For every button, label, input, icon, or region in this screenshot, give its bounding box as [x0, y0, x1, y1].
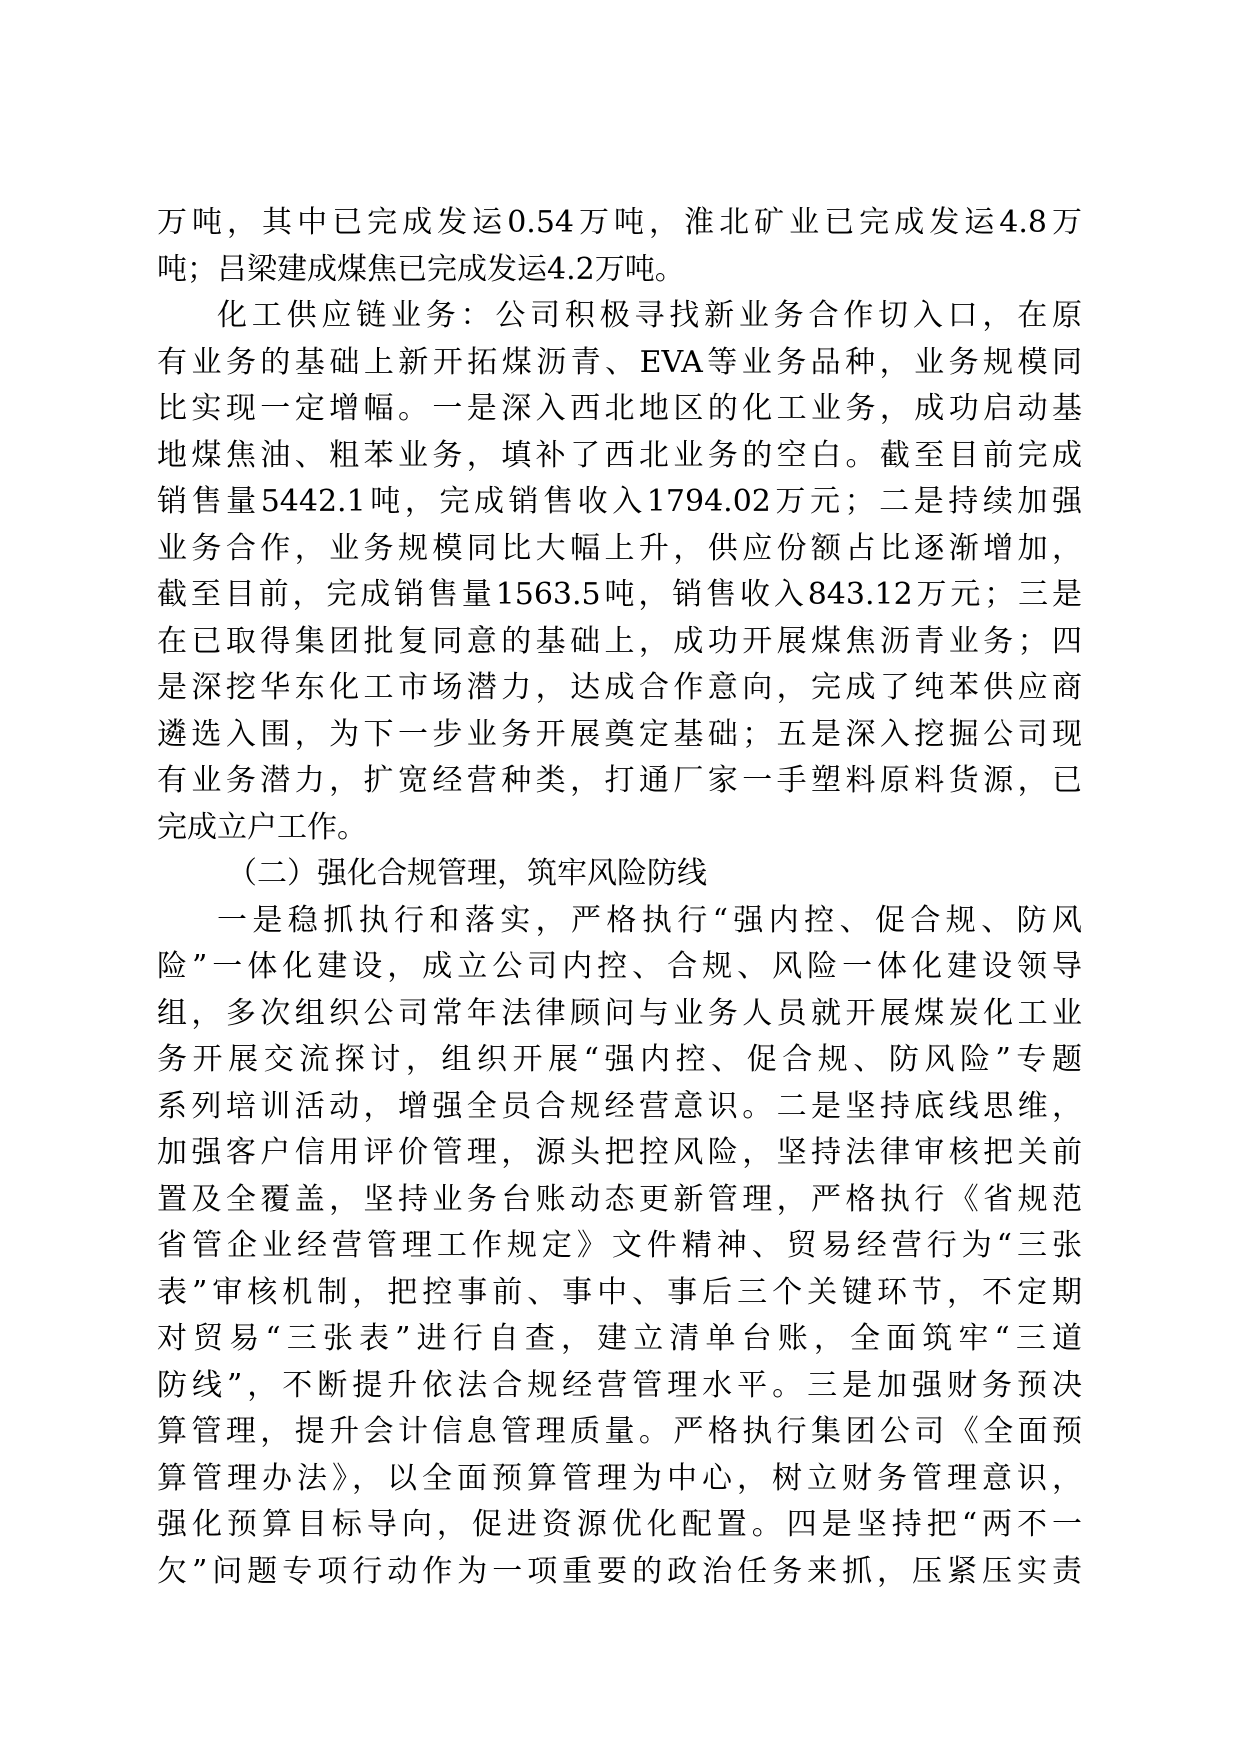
text-line: 险”一体化建设，成立公司内控、合规、风险一体化建设领导 — [157, 949, 1082, 984]
document-body — [157, 200, 1082, 1595]
section-heading: （二）强化合规管理，筑牢风险防线 — [227, 856, 707, 891]
text-line: 有业务潜力，扩宽经营种类，打通厂家一手塑料原料货源，已 — [157, 763, 1082, 798]
text-line: 销售量5442.1吨，完成销售收入1794.02万元；二是持续加强 — [157, 484, 1082, 519]
text-line: 地煤焦油、粗苯业务，填补了西北业务的空白。截至目前完成 — [157, 437, 1082, 473]
text-line: 强化预算目标导向，促进资源优化配置。四是坚持把“两不一 — [157, 1507, 1082, 1542]
text-line: 组，多次组织公司常年法律顾问与业务人员就开展煤炭化工业 — [157, 995, 1082, 1031]
text-line: 完成立户工作。 — [157, 809, 367, 845]
text-line: 表”审核机制，把控事前、事中、事后三个关键环节，不定期 — [157, 1274, 1082, 1310]
text-line: 省管企业经营管理工作规定》文件精神、贸易经营行为“三张 — [157, 1228, 1082, 1263]
text-line: 算管理，提升会计信息管理质量。严格执行集团公司《全面预 — [157, 1414, 1082, 1449]
text-line: 算管理办法》，以全面预算管理为中心，树立财务管理意识， — [157, 1460, 1082, 1496]
text-line: 欠”问题专项行动作为一项重要的政治任务来抓，压紧压实责 — [157, 1553, 1082, 1589]
paragraph-start-line: 一是稳抓执行和落实，严格执行“强内控、促合规、防风 — [217, 902, 1082, 938]
text-line: 有业务的基础上新开拓煤沥青、EVA等业务品种，业务规模同 — [157, 344, 1082, 380]
text-line: 是深挖华东化工市场潜力，达成合作意向，完成了纯苯供应商 — [157, 670, 1082, 705]
text-line: 截至目前，完成销售量1563.5吨，销售收入843.12万元；三是 — [157, 577, 1082, 612]
text-line: 对贸易“三张表”进行自查，建立清单台账，全面筑牢“三道 — [157, 1321, 1082, 1356]
text-line: 遴选入围，为下一步业务开展奠定基础；五是深入挖掘公司现 — [157, 716, 1082, 752]
text-line: 加强客户信用评价管理，源头把控风险，坚持法律审核把关前 — [157, 1135, 1082, 1170]
text-line: 业务合作，业务规模同比大幅上升，供应份额占比逐渐增加， — [157, 530, 1082, 566]
text-line: 系列培训活动，增强全员合规经营意识。二是坚持底线思维， — [157, 1088, 1082, 1124]
paragraph-start-line: 化工供应链业务：公司积极寻找新业务合作切入口，在原 — [217, 298, 1082, 333]
text-line: 比实现一定增幅。一是深入西北地区的化工业务，成功启动基 — [157, 391, 1082, 426]
text-line: 吨；吕梁建成煤焦已完成发运4.2万吨。 — [157, 251, 685, 287]
text-line: 在已取得集团批复同意的基础上，成功开展煤焦沥青业务；四 — [157, 623, 1082, 659]
text-line: 万吨，其中已完成发运0.54万吨，淮北矿业已完成发运4.8万 — [157, 205, 1082, 240]
text-line: 防线”，不断提升依法合规经营管理水平。三是加强财务预决 — [157, 1367, 1082, 1403]
text-line: 置及全覆盖，坚持业务台账动态更新管理，严格执行《省规范 — [157, 1181, 1082, 1217]
text-line: 务开展交流探讨，组织开展“强内控、促合规、防风险”专题 — [157, 1042, 1082, 1077]
